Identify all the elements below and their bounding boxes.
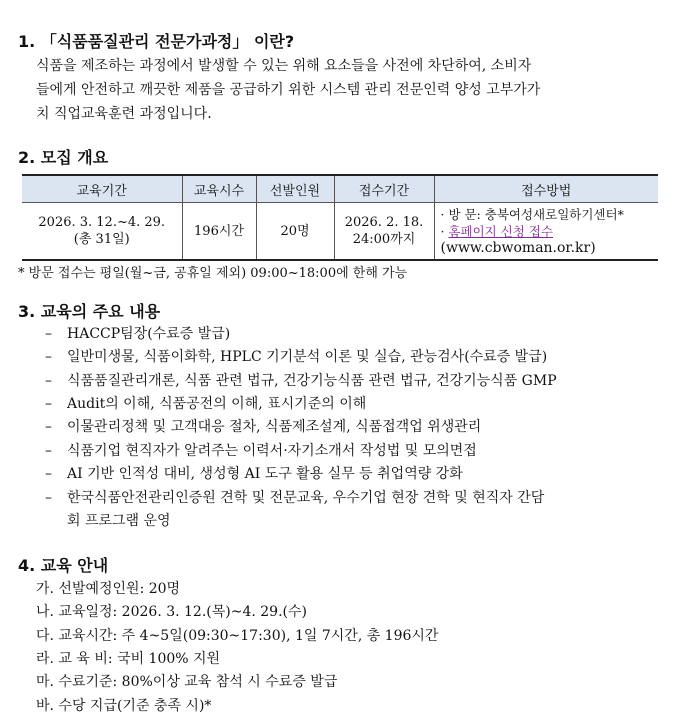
- guide-item: 마. 수료기준: 80%이상 교육 참석 시 수료증 발급: [36, 674, 338, 690]
- table-row: [22, 203, 658, 261]
- guide-item: 다. 교육시간: 주 4~5일(09:30~17:30), 1일 7시간, 총 196시간: [36, 628, 439, 644]
- deadline-date: 2026. 2. 18.: [344, 215, 424, 230]
- list-item: [45, 323, 230, 345]
- dash-mark: –: [45, 396, 52, 412]
- dash-mark: –: [45, 443, 52, 459]
- header-deadline: 접수기간: [334, 175, 434, 203]
- header-period: 교육기간: [22, 175, 182, 203]
- header-method: 접수방법: [434, 175, 658, 203]
- list-item: [45, 370, 557, 392]
- guide-item: 가. 선발예정인원: 20명: [36, 581, 181, 597]
- method-url: (www.cbwoman.or.kr): [440, 239, 596, 256]
- deadline-time: 24:00까지: [352, 232, 416, 247]
- guide-item: 라. 교 육 비: 국비 100% 지원: [36, 651, 221, 667]
- section-2-title: 2. 모집 개요: [18, 148, 109, 167]
- list-item-text: 식품품질관리개론, 식품 관련 법규, 건강기능식품 관련 법규, 건강기능식품 GMP: [67, 373, 557, 389]
- cell-deadline: [334, 203, 434, 261]
- list-item-continuation: 회 프로그램 운영: [67, 513, 171, 529]
- section-1-description: [36, 54, 668, 126]
- guide-item: 바. 수당 지급(기준 충족 시)*: [36, 698, 212, 714]
- dash-mark: –: [45, 373, 52, 389]
- visit-note: * 방문 접수는 평일(월~금, 공휴일 제외) 09:00~18:00에 한해 가능: [18, 266, 408, 281]
- section-4-title: 4. 교육 안내: [18, 556, 109, 575]
- list-item-text: AI 기반 인적성 대비, 생성형 AI 도구 활용 실무 등 취업역량 강화: [67, 466, 463, 482]
- list-item: [45, 346, 547, 368]
- list-item-text: 식품기업 현직자가 알려주는 이력서·자기소개서 작성법 및 모의면접: [67, 443, 477, 459]
- list-item: [45, 487, 544, 509]
- list-item-text: HACCP팀장(수료증 발급): [67, 326, 231, 342]
- guide-item: 나. 교육일정: 2026. 3. 12.(목)~4. 29.(수): [36, 604, 307, 620]
- dash-mark: –: [45, 466, 52, 482]
- dash-mark: –: [45, 490, 52, 506]
- list-item-text: 일반미생물, 식품이화학, HPLC 기기분석 이론 및 실습, 관능검사(수료증 발급): [67, 349, 548, 365]
- list-item: [45, 416, 481, 438]
- method-web: [441, 223, 658, 240]
- cell-method: [434, 203, 658, 261]
- header-hours: 교육시수: [182, 175, 256, 203]
- recruitment-table: [22, 174, 658, 261]
- description-line: 치 직업교육훈련 과정입니다.: [36, 106, 212, 122]
- section-1-title: 1. 「식품품질관리 전문가과정」 이란?: [18, 32, 295, 51]
- list-item: [45, 440, 477, 462]
- method-visit: · 방 문: 충북여성새로일하기센터*: [440, 206, 624, 222]
- cell-count: 20명: [256, 203, 334, 261]
- dash-mark: –: [45, 419, 52, 435]
- cell-period: [22, 203, 182, 261]
- list-item: [45, 463, 463, 485]
- section-3-title: 3. 교육의 주요 내용: [18, 302, 161, 321]
- list-item-text: Audit의 이해, 식품공전의 이해, 표시기준의 이해: [67, 396, 367, 412]
- list-item-text: 이물관리정책 및 고객대응 절차, 식품제조설계, 식품접객업 위생관리: [67, 419, 482, 435]
- period-days: (총 31일): [73, 232, 130, 247]
- dash-mark: –: [45, 349, 52, 365]
- header-count: 선발인원: [256, 175, 334, 203]
- homepage-apply-link[interactable]: 홈페이지 신청 접수: [448, 223, 554, 239]
- description-line: 식품을 제조하는 과정에서 발생할 수 있는 위해 요소들을 사전에 차단하여, 소비자: [36, 58, 532, 74]
- bullet: ·: [440, 223, 449, 239]
- list-item-text: 한국식품안전관리인증원 견학 및 전문교육, 우수기업 현장 견학 및 현직자 간담: [67, 490, 545, 506]
- table-header-row: [22, 175, 658, 203]
- description-line: 들에게 안전하고 깨끗한 제품을 공급하기 위한 시스템 관리 전문인력 양성 고부가가: [36, 82, 541, 98]
- period-dates: 2026. 3. 12.~4. 29.: [38, 215, 166, 230]
- dash-mark: –: [45, 326, 52, 342]
- list-item: [45, 393, 366, 415]
- cell-hours: 196시간: [182, 203, 256, 261]
